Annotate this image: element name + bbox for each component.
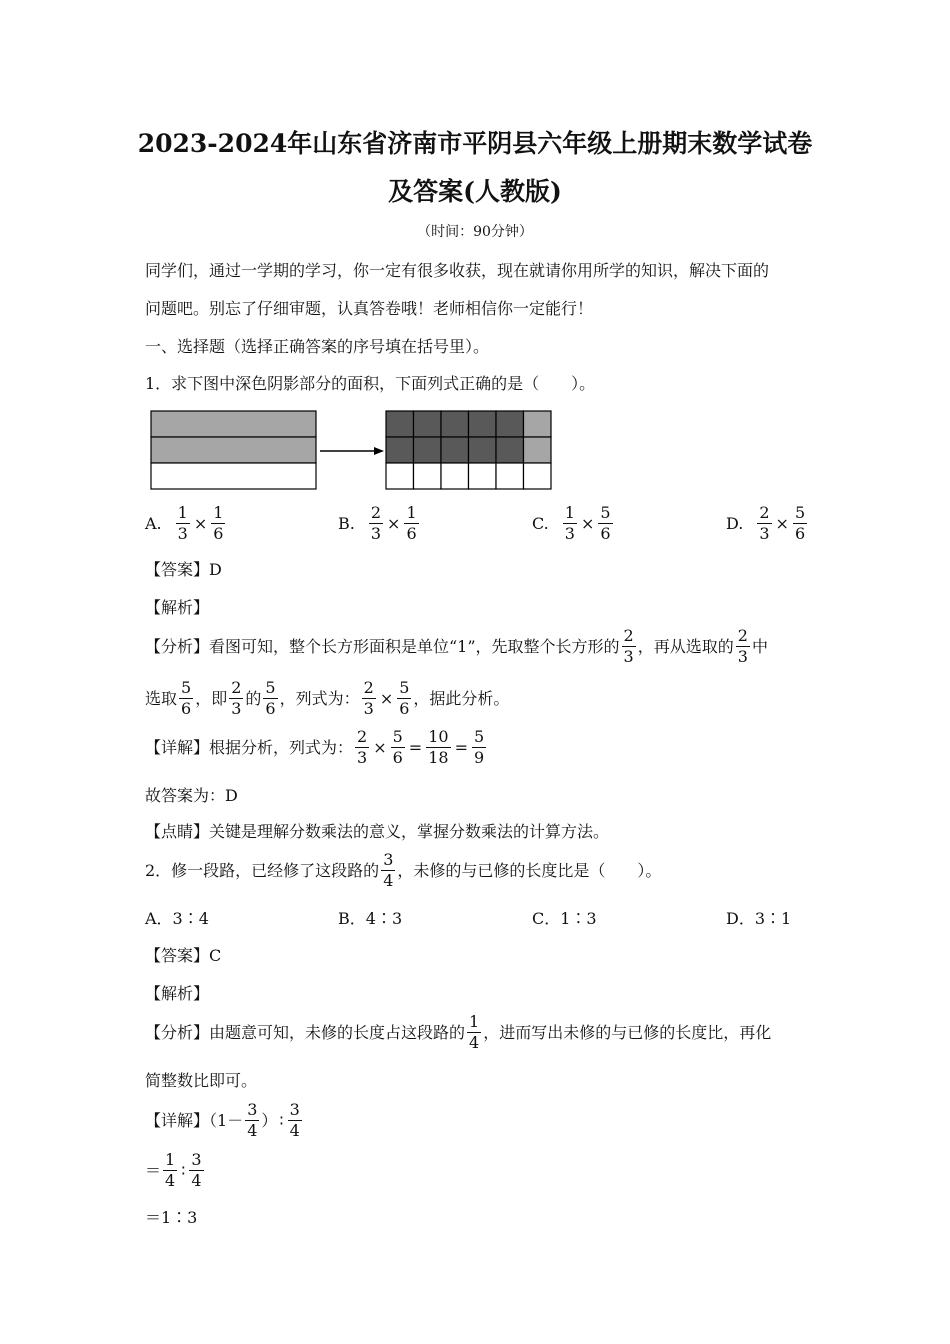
q2-analysis-line2: 简整数比即可。 [145, 1071, 258, 1090]
fraction: $\frac{2}{3}$ [370, 503, 382, 543]
option-label: D. [726, 513, 744, 533]
q2-option-b: B．4∶3 [338, 909, 403, 928]
question-2-stem: 2．修一段路，已经修了这段路的 $\frac{3}{4}$ ，未修的与已修的长度比是（ ）。 [145, 850, 662, 890]
time-limit: （时间：90分钟） [417, 224, 533, 240]
fraction: $\frac{5}{6}$ [399, 678, 410, 718]
fraction: $\frac{10}{18}$ [428, 727, 449, 767]
fraction: $\frac{2}{3}$ [363, 678, 374, 718]
fraction: $\frac{2}{3}$ [357, 727, 368, 767]
q2-jiexi: 【解析】 [145, 984, 210, 1003]
page-title-line2: 及答案(人教版) [388, 177, 562, 206]
intro-line2: 问题吧。别忘了仔细审题，认真答卷哦！老师相信你一定能行！ [145, 299, 594, 318]
fraction: $\frac{3}{4}$ [289, 1100, 300, 1140]
section-heading: 一、选择题（选择正确答案的序号填在括号里）。 [145, 337, 490, 356]
fraction: $\frac{5}{6}$ [392, 727, 403, 767]
q2-answer: 【答案】C [145, 946, 222, 965]
q1-option-c: C. $\frac{1}{3}$ × $\frac{5}{6}$ [532, 503, 611, 543]
fraction: $\frac{5}{6}$ [181, 678, 192, 718]
fraction: $\frac{3}{4}$ [383, 850, 394, 890]
q2-detail-line2: ＝ $\frac{1}{4}$ ∶ $\frac{3}{4}$ [145, 1150, 202, 1190]
question-1-figure [150, 410, 554, 490]
fraction: $\frac{3}{4}$ [247, 1100, 258, 1140]
q2-detail-line3: ＝1∶3 [145, 1208, 198, 1227]
q1-detail: 【详解】根据分析，列式为： $\frac{2}{3}$ × $\frac{5}{6}$ = $\frac{10}{18}$ = $\frac{5}{9}$ [145, 727, 485, 767]
q1-option-d: D. $\frac{2}{3}$ × $\frac{5}{6}$ [726, 503, 806, 543]
q2-detail-line1: 【详解】（1－ $\frac{3}{4}$ ） ∶ $\frac{3}{4}$ [145, 1100, 300, 1140]
q1-option-a: A. $\frac{1}{3}$ × $\frac{1}{6}$ [145, 503, 224, 543]
fraction: $\frac{5}{9}$ [473, 727, 485, 767]
q1-option-b: B. $\frac{2}{3}$ × $\frac{1}{6}$ [338, 503, 417, 543]
fraction: $\frac{5}{6}$ [794, 503, 806, 543]
q1-analysis-line2: 选取 $\frac{5}{6}$ ，即 $\frac{2}{3}$ 的 $\frac{5}{6}$ ，列式为： $\frac{2}{3}$ × $\frac{5}{6}$ ，据此分析。 [145, 678, 510, 718]
fraction: $\frac{1}{4}$ [165, 1150, 176, 1190]
fraction: $\frac{1}{4}$ [469, 1012, 480, 1052]
q2-option-c: C．1∶3 [532, 909, 597, 928]
q1-analysis-line1: 【分析】看图可知，整个长方形面积是单位“1”，先取整个长方形的 $\frac{2}{3}$ ，再从选取的 $\frac{2}{3}$ 中 [145, 626, 768, 666]
fraction: $\frac{1}{3}$ [177, 503, 188, 543]
fraction: $\frac{1}{3}$ [564, 503, 575, 543]
option-label: C. [532, 513, 549, 533]
fraction: $\frac{2}{3}$ [231, 678, 242, 718]
q2-option-a: A．3∶4 [145, 909, 209, 928]
option-label: A. [145, 513, 162, 533]
q1-jiexi: 【解析】 [145, 598, 210, 617]
question-1-stem: 1．求下图中深色阴影部分的面积，下面列式正确的是（ ）。 [145, 374, 596, 393]
option-label: B. [338, 513, 355, 533]
page-title: 2023-2024年山东省济南市平阴县六年级上册期末数学试卷 [137, 129, 813, 158]
fraction: $\frac{5}{6}$ [265, 678, 276, 718]
q1-answer: 【答案】D [145, 560, 222, 579]
q2-option-d: D．3∶1 [726, 909, 792, 928]
q1-dianjing: 【点睛】关键是理解分数乘法的意义，掌握分数乘法的计算方法。 [145, 822, 610, 841]
fraction: $\frac{1}{6}$ [213, 503, 224, 543]
q1-final-answer: 故答案为：D [145, 786, 238, 805]
fraction: $\frac{2}{3}$ [623, 626, 634, 666]
fraction: $\frac{2}{3}$ [737, 626, 748, 666]
intro-line1: 同学们，通过一学期的学习，你一定有很多收获，现在就请你用所学的知识，解决下面的 [145, 261, 770, 280]
fraction: $\frac{2}{3}$ [759, 503, 770, 543]
fraction: $\frac{1}{6}$ [406, 503, 417, 543]
fraction: $\frac{3}{4}$ [191, 1150, 202, 1190]
fraction: $\frac{5}{6}$ [600, 503, 611, 543]
q2-analysis-line1: 【分析】由题意可知，未修的长度占这段路的 $\frac{1}{4}$ ，进而写出未修的与已修的长度比，再化 [145, 1012, 772, 1052]
